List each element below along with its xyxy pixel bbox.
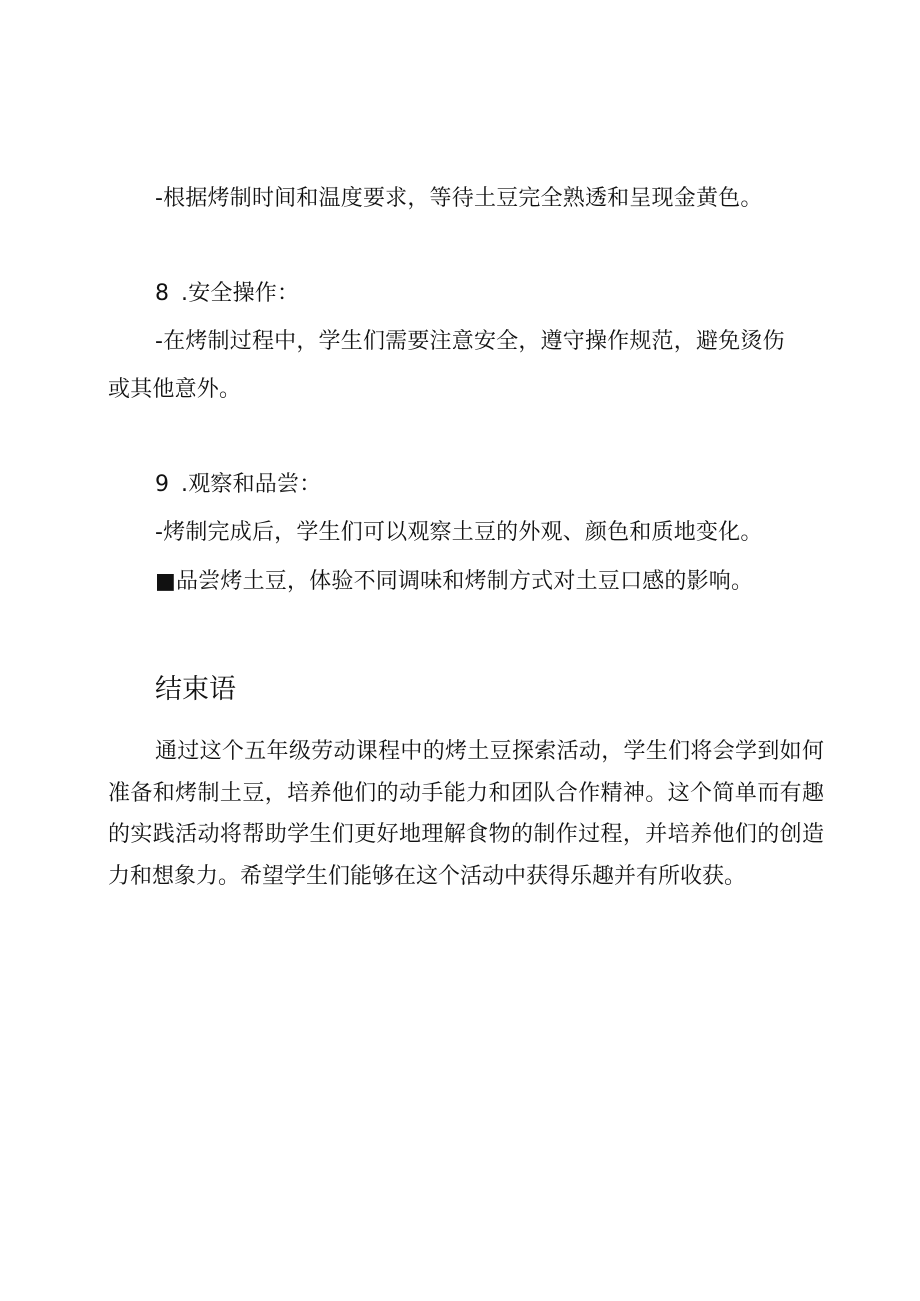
section-8-heading [155, 278, 824, 310]
conclusion-paragraph: 通过这个五年级劳动课程中的烤土豆探索活动，学生们将会学到如何准备和烤制土豆，培养他们的动手能力和团队合作精神。这个简单而有趣的实践活动将帮助学生们更好地理解食物的制作过程，并培养他们的创造力和想象力。希望学生们能够在这个活动中获得乐趣并有所收获。 [108, 739, 824, 889]
bake-wait-line: -根据烤制时间和温度要求，等待土豆完全熟透和呈现金黄色。 [155, 186, 763, 211]
observe-line: -烤制完成后，学生们可以观察土豆的外观、颜色和质地变化。 [155, 520, 763, 545]
section-9-title: .观察和品尝： [181, 472, 322, 497]
safety-line-2: 或其他意外。 [108, 377, 242, 402]
section-9-number: 9 [155, 472, 170, 497]
section-9-heading [155, 469, 824, 501]
section-8-number: 8 [155, 281, 170, 306]
taste-line: ■品尝烤土豆，体验不同调味和烤制方式对土豆口感的影响。 [155, 569, 754, 594]
conclusion-heading: 结束语 [155, 674, 236, 705]
safety-line-1: -在烤制过程中，学生们需要注意安全，遵守操作规范，避免烫伤 [155, 329, 785, 354]
section-8-title: .安全操作： [181, 281, 300, 306]
